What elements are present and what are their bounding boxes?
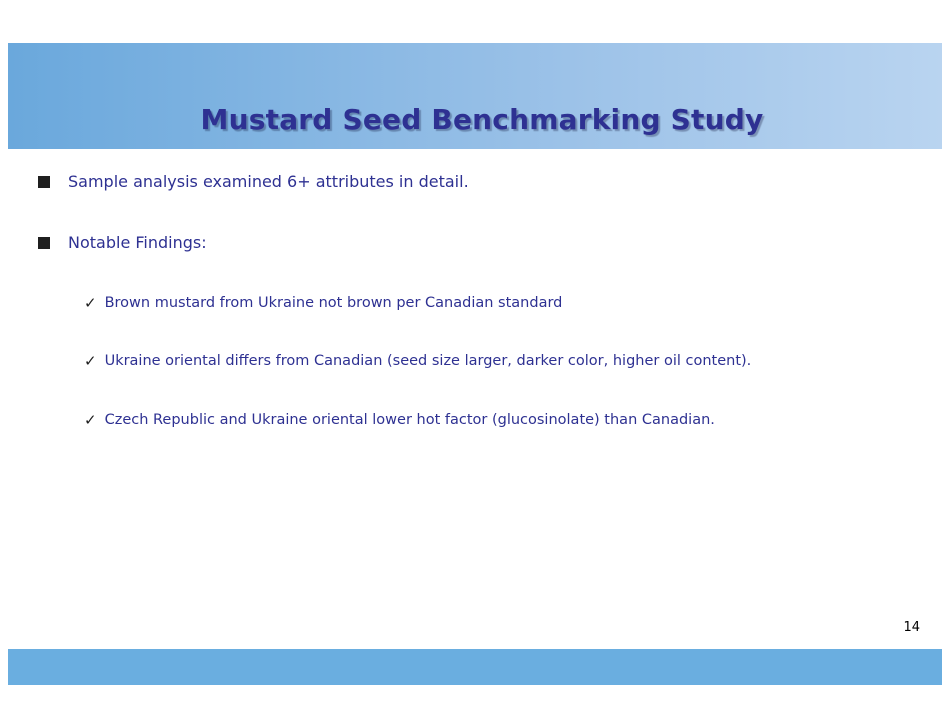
slide-title: Mustard Seed Benchmarking Study (200, 103, 764, 136)
page-number: 14 (903, 620, 920, 635)
finding-text: Brown mustard from Ukraine not brown per Canadian standard (104, 295, 563, 311)
square-bullet-icon (38, 176, 50, 188)
finding-item (84, 411, 715, 429)
checkmark-icon: ✓ (84, 294, 97, 312)
checkmark-icon: ✓ (84, 411, 97, 429)
finding-item (84, 352, 751, 370)
footer-band (8, 649, 942, 685)
square-bullet-icon (38, 237, 50, 249)
bullet-item (38, 233, 207, 252)
finding-item (84, 294, 562, 312)
checkmark-icon: ✓ (84, 352, 97, 370)
bullet-text: Notable Findings: (68, 233, 207, 252)
bullet-item (38, 172, 469, 191)
finding-text: Ukraine oriental differs from Canadian (seed size larger, darker color, higher oil content). (104, 353, 752, 369)
bullet-text: Sample analysis examined 6+ attributes in detail. (68, 172, 469, 191)
finding-text: Czech Republic and Ukraine oriental lower hot factor (glucosinolate) than Canadian. (104, 412, 715, 428)
